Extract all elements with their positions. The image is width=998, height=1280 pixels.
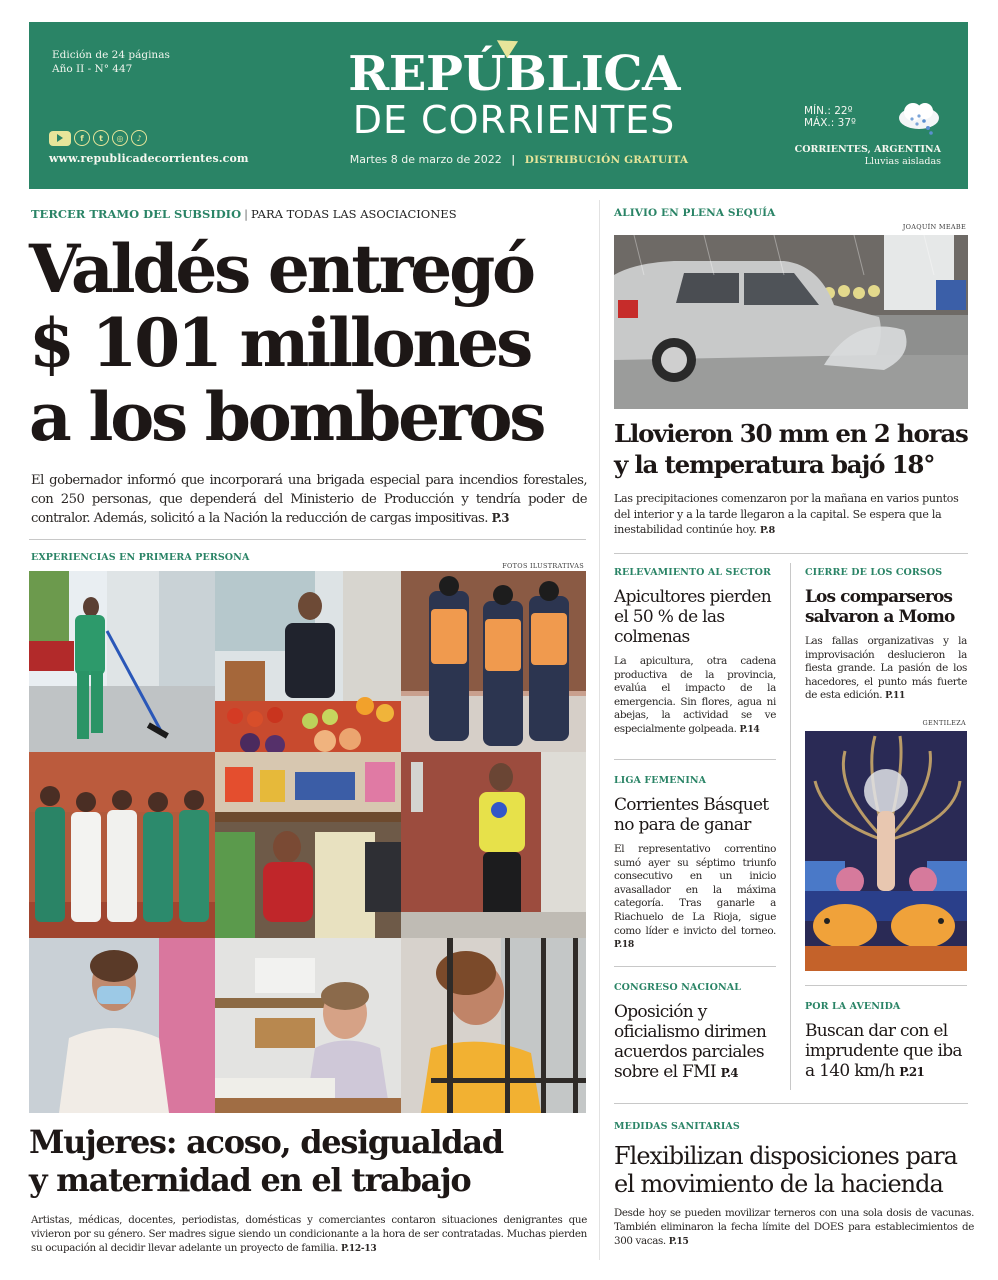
temp-max: MÁX.: 37º: [804, 117, 856, 129]
page-reference[interactable]: P.14: [739, 723, 760, 735]
photo-credit: FOTOS ILUSTRATIVAS: [502, 562, 584, 570]
weather-widget: [784, 102, 944, 182]
page-reference[interactable]: P.18: [614, 939, 634, 951]
photo-doctor[interactable]: [29, 938, 215, 1113]
divider: [614, 966, 776, 967]
page-reference[interactable]: P.4: [720, 1066, 738, 1080]
twitter-icon[interactable]: t: [93, 130, 109, 146]
story-headline[interactable]: Oposición y oficialismo dirimen acuerdos parciales sobre el FMI P.4: [614, 1002, 767, 1082]
photo-greengrocer[interactable]: [215, 571, 401, 752]
women-story-headline[interactable]: Mujeres: acoso, desigualdad y maternidad en el trabajo: [29, 1123, 503, 1199]
publication-date: Martes 8 de marzo de 2022: [349, 153, 502, 166]
rain-story-deck: Las precipitaciones comenzaron por la mañana en varios puntos del interior y a la tarde llegaron a la capital. Se espera que la inestabilidad continúe hoy. P.8: [614, 492, 959, 536]
distribution-label: DISTRIBUCIÓN GRATUITA: [524, 154, 689, 166]
dateline-separator: |: [511, 153, 516, 166]
story-carnival: CIERRE DE LOS CORSOS Los comparseros salvaron a Momo Las fallas organizativas y la improvisación deslucieron la fiesta grande. La pasión de los hacedores, el punto más fuerte de esta edición. P.11: [805, 567, 967, 702]
photo-worker-behind-bars[interactable]: [401, 938, 586, 1113]
photo-cleaner[interactable]: [29, 571, 215, 752]
story-imf: CONGRESO NACIONAL Oposición y oficialismo dirimen acuerdos parciales sobre el FMI P.4: [614, 982, 776, 1083]
photo-health-workers[interactable]: [29, 752, 215, 938]
page-reference[interactable]: P.21: [899, 1065, 925, 1079]
main-headline[interactable]: Valdés entregó $ 101 millones a los bomberos: [29, 230, 544, 456]
rain-story-headline[interactable]: Llovieron 30 mm en 2 horas y la temperatura bajó 18°: [614, 419, 968, 479]
column-divider: [790, 563, 791, 1090]
divider: [614, 1103, 968, 1104]
masthead: [29, 22, 968, 189]
page-reference[interactable]: P.3: [491, 511, 509, 525]
divider: [29, 539, 586, 540]
photo-credit: GENTILEZA: [922, 719, 966, 727]
photo-vest-agent[interactable]: [401, 752, 586, 938]
temp-min: MÍN.: 22º: [804, 105, 853, 117]
photo-grid: [29, 571, 586, 1113]
youtube-icon[interactable]: [49, 131, 71, 146]
women-story-kicker: EXPERIENCIAS EN PRIMERA PERSONA: [31, 552, 250, 563]
story-beekeepers: RELEVAMIENTO AL SECTOR Apicultores pierden el 50 % de las colmenas La apicultura, otra cadena productiva de la provincia, evalúa el impacto de la emergencia. Sin flores, agua ni abejas, la actividad se ve especialmente golpeada. P.14: [614, 567, 776, 735]
edition-pages: Edición de 24 páginas: [52, 49, 170, 61]
newspaper-logo: [334, 46, 694, 142]
main-story-deck: El gobernador informó que incorporará una brigada especial para incendios forestales, con 250 personas, que dependerá del Ministerio de Producción y tendría poder de contralor. Además, solicitó a la Nación la reducción de cargas impositivas. P.3: [31, 473, 587, 526]
dateline: [349, 153, 689, 166]
divider: [614, 759, 776, 760]
story-headline[interactable]: Buscan dar con el imprudente que iba a 140 km/h P.21: [805, 1021, 962, 1081]
rain-photo[interactable]: [614, 235, 968, 409]
story-headline[interactable]: Apicultores pierden el 50 % de las colmenas: [614, 587, 771, 647]
story-headline[interactable]: Los comparseros salvaron a Momo: [805, 587, 955, 627]
column-divider: [599, 200, 600, 1260]
page-reference[interactable]: P.15: [668, 1235, 689, 1247]
rain-cloud-icon: [897, 102, 941, 136]
photo-office-worker[interactable]: [215, 938, 401, 1113]
weather-condition: Lluvias aisladas: [864, 156, 941, 167]
edition-info: [52, 48, 170, 76]
page-reference[interactable]: P.8: [759, 525, 775, 536]
website-link[interactable]: www.republicadecorrientes.com: [49, 152, 249, 165]
photo-credit: JOAQUÍN MEABE: [902, 223, 966, 231]
photo-kiosk-owner[interactable]: [215, 752, 401, 938]
page-reference[interactable]: P.11: [885, 690, 906, 702]
women-story-deck: Artistas, médicas, docentes, periodistas, domésticas y comerciantes contaron situaciones denigrantes que vivieron por su género. Ser madres sigue siendo un condicionante a la hora de ser contratadas. Muchas pierden su ocupación al decidir llevar adelante un proyecto de familia. P.12-13: [31, 1214, 587, 1254]
story-headline[interactable]: Corrientes Básquet no para de ganar: [614, 795, 769, 835]
facebook-icon[interactable]: f: [74, 130, 90, 146]
tiktok-icon[interactable]: ♪: [131, 130, 147, 146]
main-story-kicker: TERCER TRAMO DEL SUBSIDIO | PARA TODAS LAS ASOCIACIONES: [31, 207, 457, 221]
divider: [805, 985, 967, 986]
story-livestock: MEDIDAS SANITARIAS Flexibilizan disposiciones para el movimiento de la hacienda Desde hoy se pueden movilizar terneros con una sola dosis de vacunas. También eliminaron la fecha límite del DOES para establecimientos de 300 vacas. P.15: [614, 1121, 974, 1247]
story-headline[interactable]: Flexibilizan disposiciones para el movimiento de la hacienda: [614, 1142, 957, 1198]
rain-story-kicker: ALIVIO EN PLENA SEQUÍA: [614, 207, 776, 219]
story-basketball: LIGA FEMENINA Corrientes Básquet no para de ganar El representativo correntino sumó ayer su séptimo triunfo consecutivo en un inicio avasallador en la máxima categoría. Tras ganarle a Riachuelo de La Rioja, sigue como líder e invicto del torneo. P.18: [614, 775, 776, 951]
logo-subtitle: DE CORRIENTES: [352, 98, 676, 142]
social-links: [49, 130, 147, 146]
divider: [614, 553, 968, 554]
carnival-photo[interactable]: [805, 731, 967, 971]
story-speeding: POR LA AVENIDA Buscan dar con el imprudente que iba a 140 km/h P.21: [805, 1001, 967, 1082]
weather-location: CORRIENTES, ARGENTINA: [794, 144, 941, 155]
photo-traffic-agents[interactable]: [401, 571, 586, 752]
issue-number: Año II - N° 447: [52, 63, 133, 75]
logo-title: REPÚBLICA: [348, 46, 680, 102]
instagram-icon[interactable]: ◎: [112, 130, 128, 146]
page-reference[interactable]: P.12-13: [341, 1243, 377, 1254]
